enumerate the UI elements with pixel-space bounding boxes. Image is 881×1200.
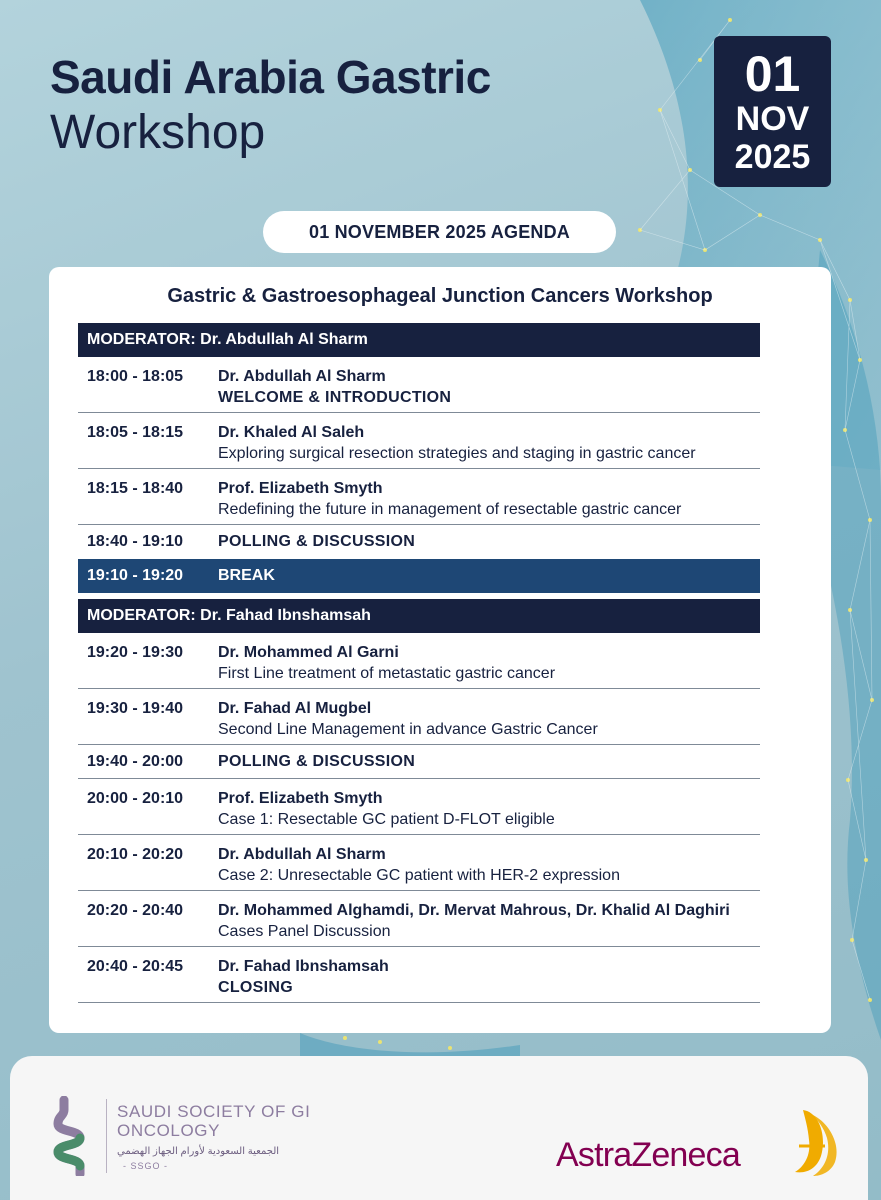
ssgo-text	[117, 1096, 310, 1176]
session-topic: WELCOME & INTRODUCTION	[218, 389, 452, 406]
speaker-name: Dr. Abdullah Al Sharm	[218, 368, 386, 385]
ssgo-abbreviation: - SSGO -	[123, 1161, 169, 1171]
agenda-row	[78, 947, 760, 1003]
event-title	[50, 52, 491, 159]
agenda-date-label: 01 NOVEMBER 2025 AGENDA	[263, 211, 616, 253]
session-content	[218, 900, 760, 946]
break-label: BREAK	[218, 567, 275, 584]
break-bar	[78, 559, 760, 593]
date-day: 01	[744, 45, 801, 102]
title-line-1: Saudi Arabia Gastric	[50, 51, 491, 103]
time-slot: 19:10 - 19:20	[87, 567, 184, 584]
agenda-row-polling	[78, 745, 760, 779]
session-content	[218, 366, 760, 412]
ssgo-arabic-name: الجمعية السعودية لأورام الجهاز الهضمي	[117, 1146, 280, 1157]
time-slot: 19:40 - 20:00	[87, 752, 184, 770]
time-slot: 18:15 - 18:40	[87, 480, 184, 497]
agenda-row	[78, 689, 760, 745]
astrazeneca-logo	[556, 1106, 846, 1186]
astrazeneca-symbol-icon	[781, 1106, 845, 1178]
polling-label: POLLING & DISCUSSION	[218, 752, 416, 770]
speaker-name: Dr. Mohammed Al Garni	[218, 644, 399, 661]
time-slot: 20:00 - 20:10	[87, 790, 184, 807]
time-slot: 19:30 - 19:40	[87, 700, 184, 717]
time-slot: 18:00 - 18:05	[87, 368, 184, 385]
agenda-row	[78, 891, 760, 947]
time-slot: 19:20 - 19:30	[87, 644, 184, 661]
moderator-bar: MODERATOR: Dr. Abdullah Al Sharm	[78, 323, 760, 357]
session-topic: Second Line Management in advance Gastric Cancer	[218, 721, 598, 738]
session-content	[218, 478, 760, 524]
session-topic: CLOSING	[218, 979, 293, 996]
speaker-name: Dr. Mohammed Alghamdi, Dr. Mervat Mahrous, Dr. Khalid Al Daghiri	[218, 902, 730, 919]
time-slot: 20:20 - 20:40	[87, 902, 184, 919]
speaker-name: Dr. Fahad Al Mugbel	[218, 700, 372, 717]
session-content	[218, 788, 760, 834]
time-slot: 20:40 - 20:45	[87, 958, 184, 975]
speaker-name: Dr. Khaled Al Saleh	[218, 424, 365, 441]
agenda-row	[78, 633, 760, 689]
workshop-title: Gastric & Gastroesophageal Junction Cancers Workshop	[167, 285, 713, 307]
agenda-row-polling	[78, 525, 760, 559]
title-line-2: Workshop	[50, 105, 266, 159]
session-content	[218, 844, 760, 890]
speaker-name: Prof. Elizabeth Smyth	[218, 480, 383, 497]
speaker-name: Prof. Elizabeth Smyth	[218, 790, 383, 807]
session-content	[218, 642, 760, 688]
session-topic: Exploring surgical resection strategies and staging in gastric cancer	[218, 445, 696, 462]
agenda-row	[78, 357, 760, 413]
ssgo-name-line-1: SAUDI SOCIETY OF GI	[117, 1102, 311, 1121]
session-topic: Cases Panel Discussion	[218, 923, 391, 940]
ssgo-logo	[50, 1096, 310, 1176]
session-topic: Redefining the future in management of resectable gastric cancer	[218, 501, 682, 518]
date-month: NOV	[735, 99, 810, 138]
agenda-row	[78, 835, 760, 891]
time-slot: 18:05 - 18:15	[87, 424, 184, 441]
date-year: 2025	[734, 137, 811, 176]
session-content	[218, 956, 760, 1002]
ssgo-name-line-2: ONCOLOGY	[117, 1121, 221, 1140]
agenda-table	[78, 323, 760, 1003]
agenda-row	[78, 469, 760, 525]
date-badge	[714, 36, 831, 187]
time-slot: 20:10 - 20:20	[87, 846, 184, 863]
session-content	[218, 422, 760, 468]
astrazeneca-wordmark: AstraZeneca	[556, 1136, 740, 1174]
session-topic: First Line treatment of metastatic gastric cancer	[218, 665, 556, 682]
agenda-row	[78, 413, 760, 469]
session-content	[218, 698, 760, 744]
agenda-row	[78, 779, 760, 835]
agenda-card	[49, 267, 831, 1033]
digestive-tract-icon	[50, 1096, 98, 1176]
time-slot: 18:40 - 19:10	[87, 533, 184, 550]
footer-logos	[10, 1056, 868, 1200]
speaker-name: Dr. Abdullah Al Sharm	[218, 846, 386, 863]
moderator-bar: MODERATOR: Dr. Fahad Ibnshamsah	[78, 599, 760, 633]
speaker-name: Dr. Fahad Ibnshamsah	[218, 958, 389, 975]
session-topic: Case 1: Resectable GC patient D-FLOT eligible	[218, 811, 555, 828]
session-topic: Case 2: Unresectable GC patient with HER-2 expression	[218, 867, 620, 884]
polling-label: POLLING & DISCUSSION	[218, 533, 416, 550]
logo-divider	[106, 1099, 107, 1173]
